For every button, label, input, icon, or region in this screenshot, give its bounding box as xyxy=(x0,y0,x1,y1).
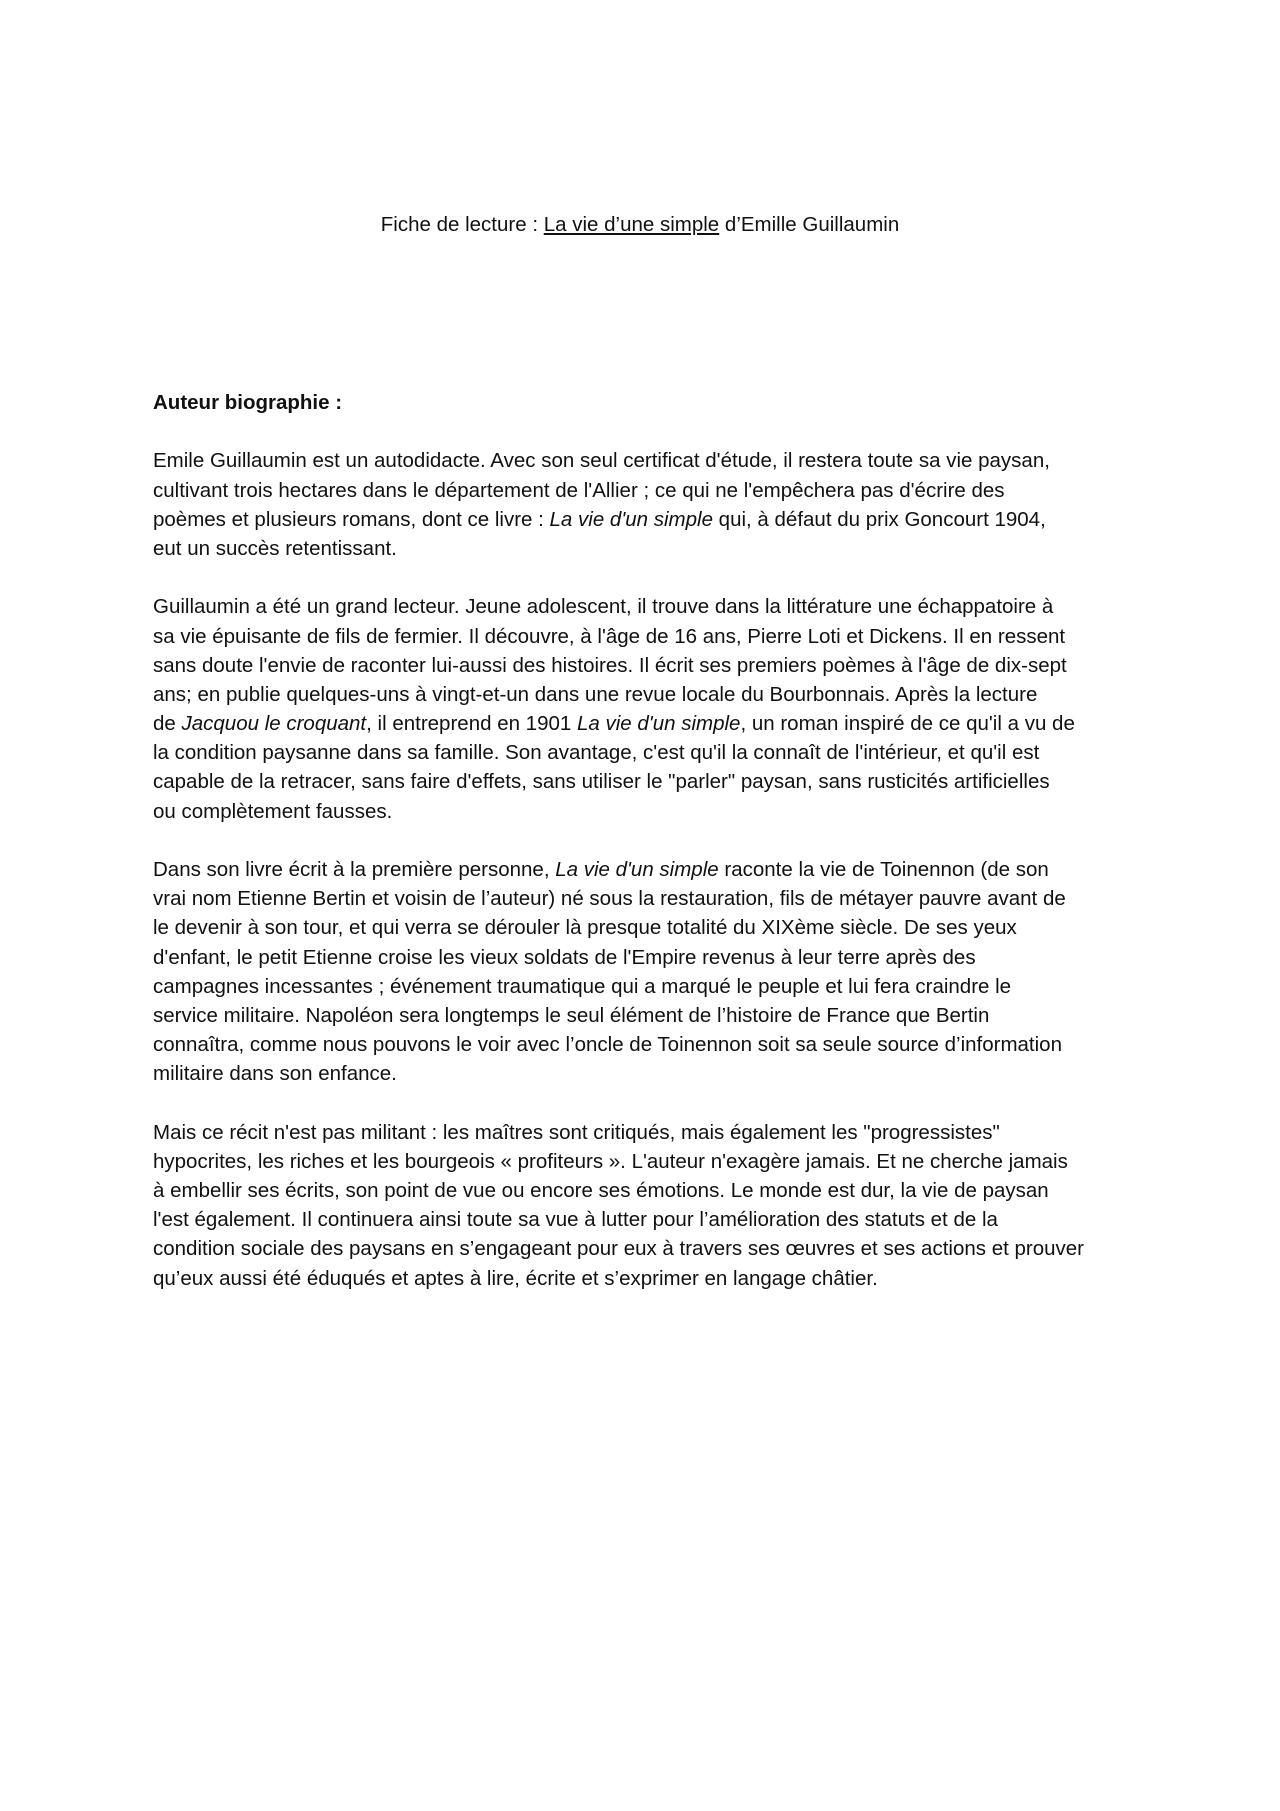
text-line: à embellir ses écrits, son point de vue ou encore ses émotions. Le monde est dur, la vie de paysan xyxy=(153,1179,1049,1203)
text-line: hypocrites, les riches et les bourgeois « profiteurs ». L'auteur n'exagère jamais. Et ne cherche jamais xyxy=(153,1149,1068,1173)
text-line: campagnes incessantes ; événement traumatique qui a marqué le peuple et lui fera craindre le xyxy=(153,974,1012,998)
text-line: Mais ce récit n'est pas militant : les maîtres sont critiqués, mais également les "progressistes" xyxy=(153,1120,1000,1144)
text-run: , il entreprend en 1901 xyxy=(366,712,577,736)
section-heading: Auteur biographie : xyxy=(153,391,343,414)
text-line: Emile Guillaumin est un autodidacte. Avec son seul certificat d'étude, il restera toute sa vie paysan, xyxy=(153,449,1050,473)
text-line: le devenir à son tour, et qui verra se dérouler là presque totalité du XIXème siècle. De ses yeux xyxy=(153,916,1017,940)
text-line: d'enfant, le petit Etienne croise les vieux soldats de l'Empire revenus à leur terre après des xyxy=(153,945,976,969)
text-line: cultivant trois hectares dans le département de l'Allier ; ce qui ne l'empêchera pas d'écrire des xyxy=(153,478,1005,502)
text-line: sans doute l'envie de raconter lui-aussi des histoires. Il écrit ses premiers poèmes à l'âge de dix-sept xyxy=(153,653,1067,677)
text-line: capable de la retracer, sans faire d'effets, sans utiliser le "parler" paysan, sans rusticités artificielles xyxy=(153,770,1050,794)
italic-book-title: La vie d'un simple xyxy=(549,507,713,531)
text-line: Guillaumin a été un grand lecteur. Jeune adolescent, il trouve dans la littérature une échappatoire à xyxy=(153,595,1054,619)
text-run: poèmes et plusieurs romans, dont ce livre : xyxy=(153,507,550,531)
text-line: militaire dans son enfance. xyxy=(153,1062,397,1086)
text-line: sa vie épuisante de fils de fermier. Il découvre, à l'âge de 16 ans, Pierre Loti et Dickens. Il en ressent xyxy=(153,624,1066,648)
text-line: la condition paysanne dans sa famille. Son avantage, c'est qu'il la connaît de l'intérieur, et qu'il est xyxy=(153,741,1040,765)
title-prefix: Fiche de lecture : xyxy=(380,213,544,236)
text-line: qu’eux aussi été éduqués et aptes à lire, écrite et s’exprimer en langage châtier. xyxy=(153,1266,878,1290)
paragraph-1 xyxy=(153,446,1133,563)
text-run: qui, à défaut du prix Goncourt 1904, xyxy=(712,507,1046,531)
text-line: l'est également. Il continuera ainsi toute sa vue à lutter pour l’amélioration des statuts et de la xyxy=(153,1208,998,1232)
text-line xyxy=(153,855,1133,884)
text-run: de xyxy=(153,712,182,736)
text-line xyxy=(153,709,1133,738)
paragraph-3 xyxy=(153,855,1133,1089)
italic-book-title: La vie d'un simple xyxy=(555,858,719,881)
title-book-name: La vie d’une simple xyxy=(543,213,720,236)
title-suffix: d’Emille Guillaumin xyxy=(719,213,900,236)
paragraph-2 xyxy=(153,592,1133,826)
text-line: ans; en publie quelques-uns à vingt-et-un dans une revue locale du Bourbonnais. Après la lecture xyxy=(153,682,1038,706)
document-title xyxy=(0,211,1280,239)
document-body xyxy=(153,388,1133,1293)
text-run: Dans son livre écrit à la première personne, xyxy=(153,858,556,881)
text-run: raconte la vie de Toinennon (de son xyxy=(718,858,1049,881)
text-line: connaîtra, comme nous pouvons le voir avec l’oncle de Toinennon soit sa seule source d’information xyxy=(153,1033,1062,1057)
text-line: vrai nom Etienne Bertin et voisin de l’auteur) né sous la restauration, fils de métayer pauvre avant de xyxy=(153,887,1066,911)
text-run: , un roman inspiré de ce qu'il a vu de xyxy=(740,712,1075,736)
italic-book-title: La vie d'un simple xyxy=(577,712,741,736)
italic-book-title: Jacquou le croquant xyxy=(181,712,367,736)
paragraph-4 xyxy=(153,1118,1133,1293)
text-line xyxy=(153,505,1133,534)
text-line: service militaire. Napoléon sera longtemps le seul élément de l’histoire de France que Bertin xyxy=(153,1003,990,1027)
text-line: condition sociale des paysans en s’engageant pour eux à travers ses œuvres et ses actions et prouver xyxy=(153,1237,1084,1261)
text-line: ou complètement fausses. xyxy=(153,799,393,823)
text-line: eut un succès retentissant. xyxy=(153,536,397,560)
